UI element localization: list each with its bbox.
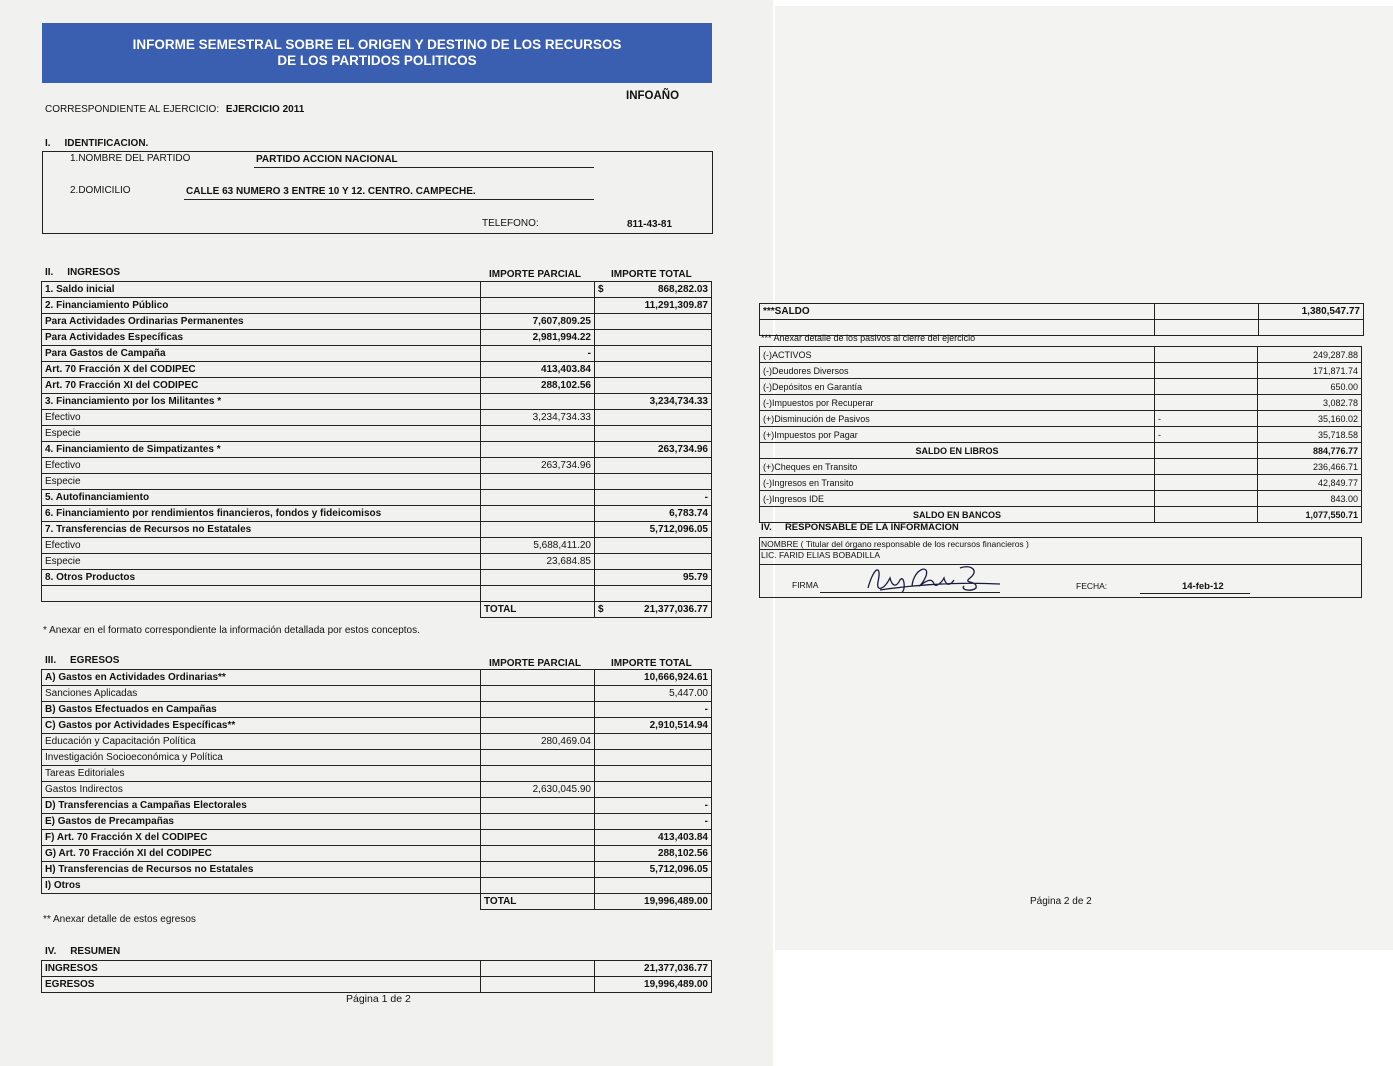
ingresos-row [42, 506, 712, 522]
ingresos-row-label: Efectivo [42, 458, 481, 474]
page-2-number: Página 2 de 2 [1030, 896, 1092, 907]
resumen-row [42, 977, 712, 993]
resumen-row-label: INGRESOS [42, 961, 481, 977]
ingresos-total-currency: $ [598, 603, 604, 615]
egresos-row-label: E) Gastos de Precampañas [42, 814, 481, 830]
ejercicio-line [45, 104, 304, 115]
egresos-row-parcial [481, 846, 595, 862]
ingresos-row-total-amount: - [704, 491, 708, 503]
saldo-detail-label: SALDO EN LIBROS [760, 443, 1155, 459]
ingresos-row-total [595, 490, 712, 506]
ingresos-row-currency: $ [598, 283, 604, 295]
saldo-detail-row [760, 395, 1362, 411]
egresos-row-total [595, 814, 712, 830]
egresos-row-parcial [481, 718, 595, 734]
saldo-detail-row [760, 475, 1362, 491]
saldo-detail-label: SALDO EN BANCOS [760, 507, 1155, 523]
saldo-detail-sign [1155, 443, 1258, 459]
egresos-row-label: B) Gastos Efectuados en Campañas [42, 702, 481, 718]
ingresos-row-total [595, 586, 712, 602]
egresos-row-total [595, 734, 712, 750]
egresos-table [41, 669, 712, 910]
responsable-title: IV. RESPONSABLE DE LA INFORMACION [761, 522, 959, 533]
egresos-row-parcial [481, 878, 595, 894]
egresos-col-parcial: IMPORTE PARCIAL [489, 658, 582, 669]
ingresos-row [42, 442, 712, 458]
ingresos-row-total [595, 362, 712, 378]
egresos-row [42, 750, 712, 766]
report-title-banner [42, 23, 712, 83]
ingresos-row-parcial: 2,981,994.22 [481, 330, 595, 346]
ingresos-row-total [595, 442, 712, 458]
signature-image [860, 560, 1010, 596]
saldo-detail-value: 650.00 [1258, 379, 1362, 395]
egresos-row [42, 846, 712, 862]
ingresos-row [42, 458, 712, 474]
ingresos-total-value [595, 602, 712, 618]
egresos-row-total-amount: 5,712,096.05 [649, 863, 708, 875]
egresos-row-total-amount: 10,666,924.61 [644, 671, 708, 683]
resumen-row-value: 21,377,036.77 [595, 961, 712, 977]
egresos-row [42, 862, 712, 878]
page-1-number: Página 1 de 2 [346, 993, 411, 1005]
egresos-row-parcial [481, 862, 595, 878]
ingresos-row-parcial: 263,734.96 [481, 458, 595, 474]
ingresos-row-parcial: 5,688,411.20 [481, 538, 595, 554]
egresos-row-total [595, 670, 712, 686]
egresos-row-total [595, 686, 712, 702]
ingresos-row-total-amount: 5,712,096.05 [649, 523, 708, 535]
saldo-mid [1155, 304, 1259, 320]
saldo-detail-sign [1155, 347, 1258, 363]
egresos-row-parcial [481, 702, 595, 718]
ejercicio-label: CORRESPONDIENTE AL EJERCICIO: [45, 104, 220, 115]
domicilio-underline [184, 186, 594, 200]
saldo-detail-sign [1155, 379, 1258, 395]
egresos-row-parcial [481, 830, 595, 846]
egresos-row-total-amount: - [704, 815, 708, 827]
ingresos-row-total-amount: 3,234,734.33 [649, 395, 708, 407]
responsable-nombre-value: LIC. FARID ELIAS BOBADILLA [761, 550, 881, 560]
responsable-nombre-caption: NOMBRE ( Titular del órgano responsable de los recursos financieros ) [761, 539, 1029, 549]
egresos-row-total [595, 750, 712, 766]
ingresos-row-parcial [481, 506, 595, 522]
identificacion-title: I. IDENTIFICACION. [45, 138, 149, 149]
ingresos-row-parcial [481, 474, 595, 490]
saldo-detail-sign [1155, 507, 1258, 523]
egresos-row-label: Sanciones Aplicadas [42, 686, 481, 702]
saldo-detail-label: (-)Ingresos en Transito [760, 475, 1155, 491]
resumen-title: IV. RESUMEN [45, 946, 121, 957]
ingresos-row [42, 394, 712, 410]
nombre-partido-value: PARTIDO ACCION NACIONAL [256, 154, 398, 165]
ingresos-row-total-amount: 11,291,309.87 [644, 299, 708, 311]
ingresos-row-label: Para Actividades Ordinarias Permanentes [42, 314, 481, 330]
egresos-row-total [595, 846, 712, 862]
ingresos-row [42, 410, 712, 426]
ingresos-col-parcial: IMPORTE PARCIAL [489, 269, 582, 280]
report-title-line1: INFORME SEMESTRAL SOBRE EL ORIGEN Y DESTINO DE LOS RECURSOS [132, 37, 622, 52]
ingresos-row-total [595, 346, 712, 362]
ingresos-row-total [595, 474, 712, 490]
saldo-subtotal-row [760, 443, 1362, 459]
egresos-row-parcial [481, 670, 595, 686]
egresos-row-label: H) Transferencias de Recursos no Estatales [42, 862, 481, 878]
egresos-row [42, 814, 712, 830]
ingresos-row-total [595, 570, 712, 586]
egresos-note: ** Anexar detalle de estos egresos [43, 914, 196, 925]
resumen-row-label: EGRESOS [42, 977, 481, 993]
ingresos-col-total: IMPORTE TOTAL [611, 269, 692, 280]
saldo-detail-sign: - [1155, 411, 1258, 427]
saldo-detail-value: 171,871.74 [1258, 363, 1362, 379]
resumen-row-blank [481, 961, 595, 977]
egresos-row-label: D) Transferencias a Campañas Electorales [42, 798, 481, 814]
egresos-row-total-amount: - [704, 799, 708, 811]
ingresos-row-label: 5. Autofinanciamiento [42, 490, 481, 506]
ingresos-row-parcial: 413,403.84 [481, 362, 595, 378]
egresos-row-label: G) Art. 70 Fracción XI del CODIPEC [42, 846, 481, 862]
egresos-row-label: Investigación Socioeconómica y Política [42, 750, 481, 766]
saldo-detail-label: (-)Depósitos en Garantía [760, 379, 1155, 395]
saldo-blank-2 [1155, 320, 1259, 336]
ingresos-row-total [595, 298, 712, 314]
fecha-label: FECHA: [1076, 581, 1108, 591]
ejercicio-value: EJERCICIO 2011 [225, 104, 305, 115]
ingresos-note: * Anexar en el formato correspondiente la información detallada por estos conceptos. [43, 625, 420, 636]
ingresos-row [42, 298, 712, 314]
saldo-detail-value: 35,160.02 [1258, 411, 1362, 427]
ingresos-row-label: Para Gastos de Campaña [42, 346, 481, 362]
ingresos-row-parcial [481, 490, 595, 506]
egresos-row-total [595, 766, 712, 782]
saldo-detail-value: 42,849.77 [1258, 475, 1362, 491]
ingresos-row [42, 538, 712, 554]
telefono-label: TELEFONO: [482, 218, 539, 229]
saldo-detail-sign [1155, 395, 1258, 411]
egresos-row [42, 686, 712, 702]
egresos-row-total-amount: 5,447.00 [669, 687, 708, 699]
ingresos-total-label: TOTAL [481, 602, 595, 618]
saldo-detail-row [760, 459, 1362, 475]
ingresos-row-total [595, 426, 712, 442]
ingresos-row [42, 426, 712, 442]
egresos-row-label: Gastos Indirectos [42, 782, 481, 798]
ingresos-title: II. INGRESOS [45, 267, 121, 278]
egresos-row-total-amount: 2,910,514.94 [649, 719, 708, 731]
resumen-row-value: 19,996,489.00 [595, 977, 712, 993]
saldo-detail-label: (-)Impuestos por Recuperar [760, 395, 1155, 411]
ingresos-row [42, 362, 712, 378]
ingresos-row-parcial: 7,607,809.25 [481, 314, 595, 330]
saldo-label: ***SALDO [760, 304, 1155, 320]
egresos-row-total [595, 798, 712, 814]
egresos-row-total [595, 830, 712, 846]
domicilio-label: 2.DOMICILIO [70, 185, 131, 196]
ingresos-row-label: Art. 70 Fracción XI del CODIPEC [42, 378, 481, 394]
ingresos-row-parcial [481, 426, 595, 442]
saldo-detail-row [760, 411, 1362, 427]
saldo-subtotal-row [760, 507, 1362, 523]
nombre-partido-label: 1.NOMBRE DEL PARTIDO [70, 153, 191, 164]
infoano-label: INFOAÑO [626, 90, 680, 102]
ingresos-row-label: Especie [42, 474, 481, 490]
ingresos-row-label: Especie [42, 426, 481, 442]
saldo-detail-sign: - [1155, 427, 1258, 443]
ingresos-row-label: Art. 70 Fracción X del CODIPEC [42, 362, 481, 378]
ingresos-row [42, 570, 712, 586]
ingresos-row-parcial [481, 298, 595, 314]
egresos-row [42, 782, 712, 798]
ingresos-row-total-amount: 868,282.03 [657, 283, 708, 295]
saldo-detail-label: (-)ACTIVOS [760, 347, 1155, 363]
ingresos-row [42, 378, 712, 394]
ingresos-row [42, 346, 712, 362]
fecha-value: 14-feb-12 [1182, 581, 1224, 592]
ingresos-row-parcial: 23,684.85 [481, 554, 595, 570]
egresos-row-parcial [481, 798, 595, 814]
ingresos-row-total [595, 314, 712, 330]
egresos-row-label: C) Gastos por Actividades Específicas** [42, 718, 481, 734]
egresos-row [42, 670, 712, 686]
ingresos-row-parcial [481, 442, 595, 458]
saldo-detail-value: 35,718.58 [1258, 427, 1362, 443]
ingresos-row [42, 490, 712, 506]
ingresos-row-parcial: - [481, 346, 595, 362]
ingresos-row-parcial: 3,234,734.33 [481, 410, 595, 426]
ingresos-row-total [595, 378, 712, 394]
ingresos-row-parcial [481, 586, 595, 602]
ingresos-total-amount: 21,377,036.77 [644, 603, 708, 615]
egresos-row [42, 766, 712, 782]
egresos-row-parcial [481, 686, 595, 702]
saldo-detail-sign [1155, 363, 1258, 379]
ingresos-row-total [595, 458, 712, 474]
egresos-row-total [595, 702, 712, 718]
ingresos-row-label: 8. Otros Productos [42, 570, 481, 586]
egresos-row-label: I) Otros [42, 878, 481, 894]
saldo-detail-value: 249,287.88 [1258, 347, 1362, 363]
ingresos-row-total [595, 554, 712, 570]
ingresos-row-total [595, 394, 712, 410]
ingresos-row-label: Efectivo [42, 538, 481, 554]
egresos-row-total-amount: 288,102.56 [657, 847, 708, 859]
saldo-detail-value: 884,776.77 [1258, 443, 1362, 459]
egresos-row-parcial [481, 766, 595, 782]
egresos-row-total [595, 878, 712, 894]
egresos-total-spacer [42, 894, 481, 910]
saldo-detail-sign [1155, 475, 1258, 491]
ingresos-row-total [595, 282, 712, 298]
saldo-detail-row [760, 363, 1362, 379]
egresos-row-label: F) Art. 70 Fracción X del CODIPEC [42, 830, 481, 846]
egresos-row-label: Educación y Capacitación Política [42, 734, 481, 750]
ingresos-row-label: 7. Transferencias de Recursos no Estatales [42, 522, 481, 538]
egresos-row-parcial [481, 750, 595, 766]
egresos-row-label: A) Gastos en Actividades Ordinarias** [42, 670, 481, 686]
ingresos-row-parcial: 288,102.56 [481, 378, 595, 394]
egresos-row [42, 718, 712, 734]
egresos-row [42, 734, 712, 750]
ingresos-row-parcial [481, 394, 595, 410]
ingresos-row-total [595, 330, 712, 346]
responsable-divider [759, 564, 1361, 565]
saldo-detail-row [760, 379, 1362, 395]
egresos-row-label: Tareas Editoriales [42, 766, 481, 782]
anexar-pasivos-note: *** Anexar detalle de los pasivos al cierre del ejercicio [761, 333, 976, 343]
ingresos-row-parcial [481, 282, 595, 298]
egresos-col-total: IMPORTE TOTAL [611, 658, 692, 669]
saldo-table [759, 303, 1364, 336]
ingresos-row-total [595, 410, 712, 426]
ingresos-row-label: 4. Financiamiento de Simpatizantes * [42, 442, 481, 458]
saldo-detail-value: 3,082.78 [1258, 395, 1362, 411]
saldo-detail-table [759, 346, 1362, 523]
saldo-detail-sign [1155, 459, 1258, 475]
resumen-row [42, 961, 712, 977]
egresos-title: III. EGRESOS [45, 655, 120, 666]
ingresos-row-label [42, 586, 481, 602]
ingresos-row-label: Efectivo [42, 410, 481, 426]
saldo-detail-value: 1,077,550.71 [1258, 507, 1362, 523]
saldo-value: 1,380,547.77 [1259, 304, 1364, 320]
ingresos-row-total [595, 522, 712, 538]
ingresos-row [42, 314, 712, 330]
egresos-row-parcial: 280,469.04 [481, 734, 595, 750]
egresos-row-parcial [481, 814, 595, 830]
saldo-detail-label: (+)Cheques en Transito [760, 459, 1155, 475]
saldo-detail-row [760, 491, 1362, 507]
egresos-total-label: TOTAL [481, 894, 595, 910]
ingresos-row [42, 554, 712, 570]
ingresos-row-total-amount: 263,734.96 [657, 443, 708, 455]
resumen-table [41, 960, 712, 993]
report-title-line2: DE LOS PARTIDOS POLITICOS [277, 53, 477, 68]
egresos-row [42, 702, 712, 718]
ingresos-row-label: Para Actividades Específicas [42, 330, 481, 346]
telefono-value: 811-43-81 [627, 219, 673, 230]
ingresos-row-label: Especie [42, 554, 481, 570]
saldo-detail-row [760, 347, 1362, 363]
resumen-row-blank [481, 977, 595, 993]
domicilio-value: CALLE 63 NUMERO 3 ENTRE 10 Y 12. CENTRO. CAMPECHE. [186, 186, 476, 197]
fecha-line [1140, 593, 1250, 594]
ingresos-row-label: 2. Financiamiento Público [42, 298, 481, 314]
ingresos-row [42, 474, 712, 490]
egresos-row-parcial: 2,630,045.90 [481, 782, 595, 798]
ingresos-row [42, 282, 712, 298]
saldo-detail-value: 236,466.71 [1258, 459, 1362, 475]
ingresos-row-label: 6. Financiamiento por rendimientos financieros, fondos y fideicomisos [42, 506, 481, 522]
ingresos-row-total-amount: 6,783.74 [669, 507, 708, 519]
ingresos-row-label: 1. Saldo inicial [42, 282, 481, 298]
egresos-row-total [595, 782, 712, 798]
saldo-detail-label: (+)Disminución de Pasivos [760, 411, 1155, 427]
ingresos-row [42, 522, 712, 538]
saldo-detail-sign [1155, 491, 1258, 507]
egresos-row-total [595, 862, 712, 878]
egresos-total-value: 19,996,489.00 [595, 894, 712, 910]
ingresos-table [41, 281, 712, 618]
firma-label: FIRMA [792, 580, 819, 590]
ingresos-row [42, 586, 712, 602]
saldo-detail-value: 843.00 [1258, 491, 1362, 507]
ingresos-row-parcial [481, 522, 595, 538]
ingresos-row-total [595, 538, 712, 554]
ingresos-total-spacer [42, 602, 481, 618]
saldo-detail-label: (+)Impuestos por Pagar [760, 427, 1155, 443]
egresos-row [42, 878, 712, 894]
egresos-row-total-amount: - [704, 703, 708, 715]
ingresos-row-parcial [481, 570, 595, 586]
ingresos-row [42, 330, 712, 346]
egresos-row-total-amount: 413,403.84 [657, 831, 708, 843]
egresos-row [42, 830, 712, 846]
ingresos-row-total [595, 506, 712, 522]
ingresos-row-label: 3. Financiamiento por los Militantes * [42, 394, 481, 410]
saldo-detail-label: (-)Deudores Diversos [760, 363, 1155, 379]
saldo-blank-3 [1259, 320, 1364, 336]
ingresos-row-total-amount: 95.79 [682, 571, 708, 583]
egresos-row-total [595, 718, 712, 734]
nombre-underline [254, 154, 594, 168]
saldo-detail-row [760, 427, 1362, 443]
egresos-row [42, 798, 712, 814]
saldo-detail-label: (-)Ingresos IDE [760, 491, 1155, 507]
